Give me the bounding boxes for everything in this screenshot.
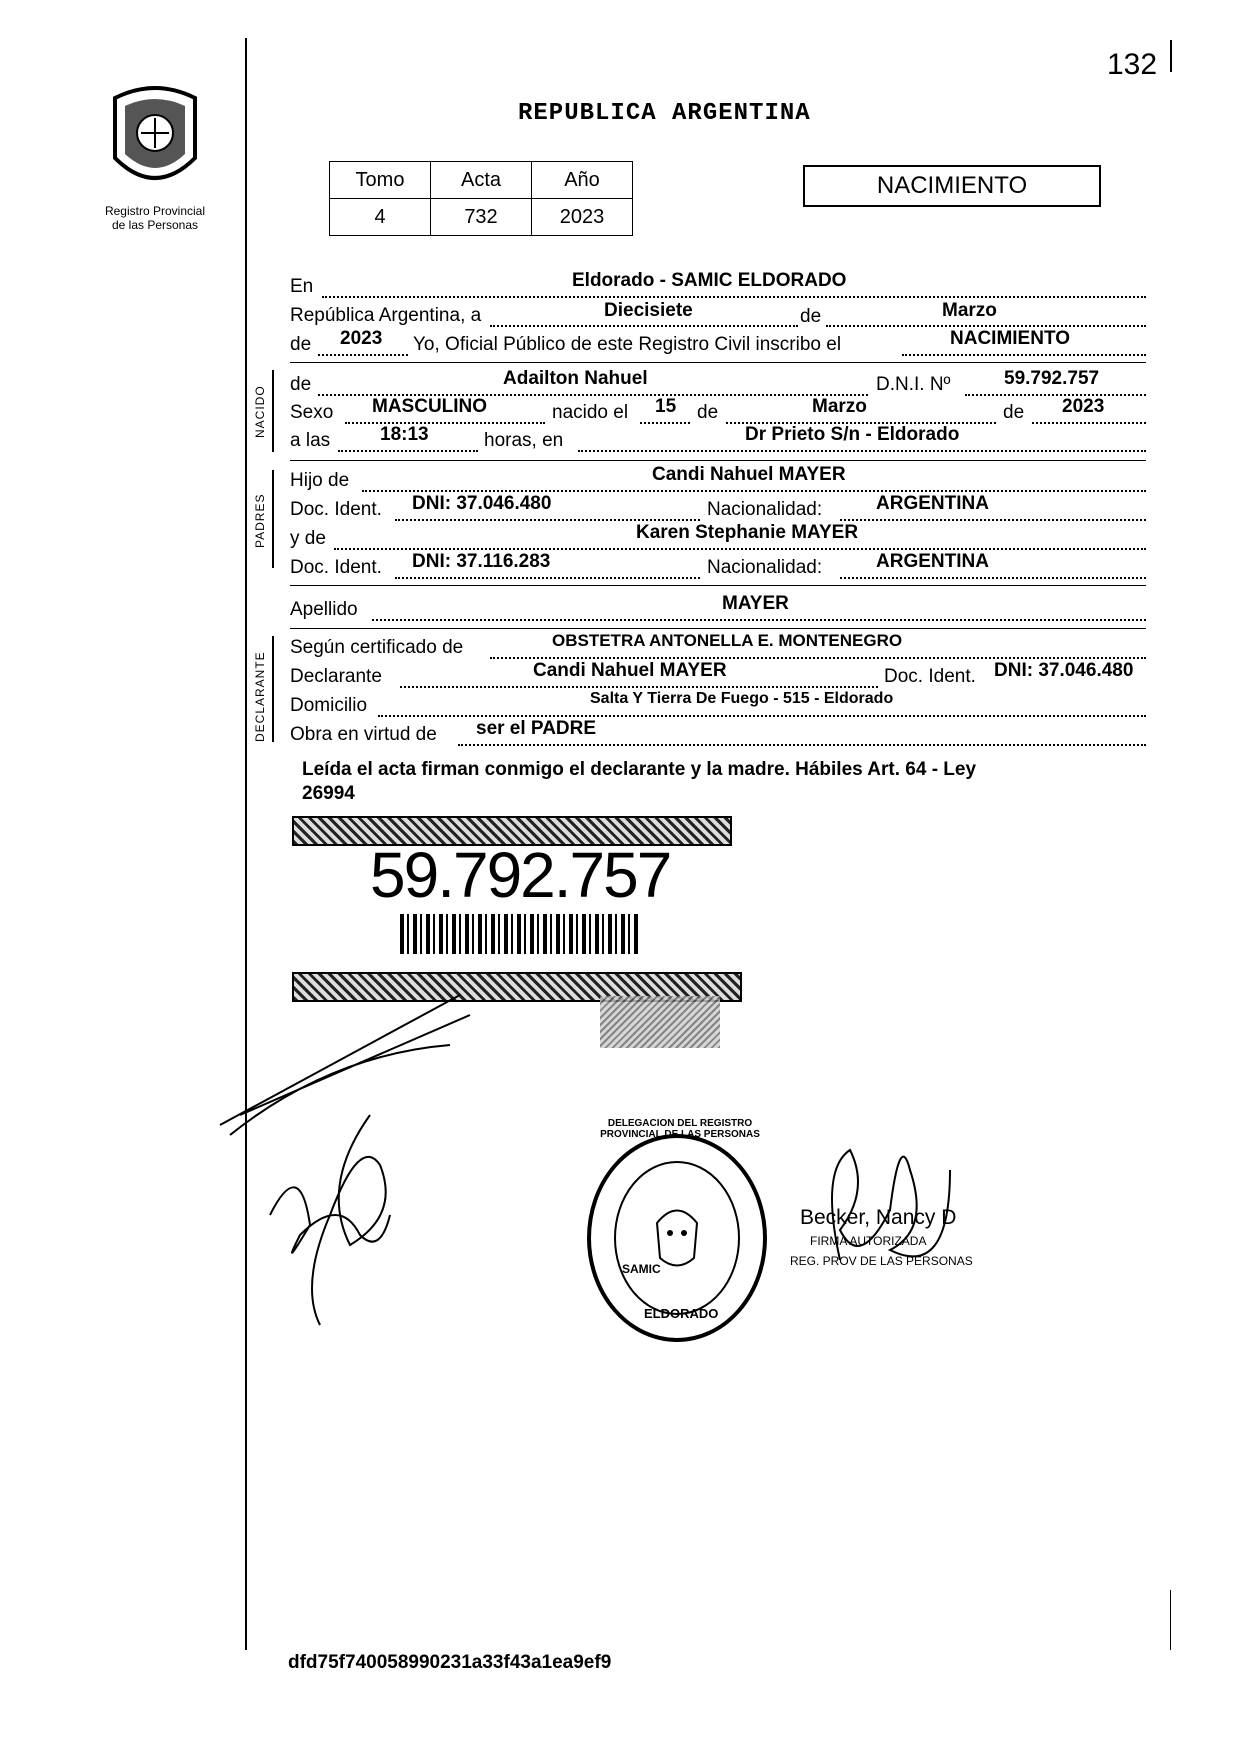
dots-lugar-nac bbox=[578, 450, 1146, 452]
registry-line2: de las Personas bbox=[111, 218, 199, 232]
row-yo bbox=[290, 334, 311, 360]
official-name: Becker, Nancy D bbox=[800, 1206, 957, 1229]
row-nombre bbox=[290, 374, 311, 400]
label-de-anio-nac: de bbox=[1003, 402, 1025, 423]
declarant-signature bbox=[210, 985, 510, 1335]
act-header-anio: Año bbox=[532, 162, 633, 199]
closing-text bbox=[302, 758, 1162, 806]
label-y-de: y de bbox=[290, 528, 326, 549]
dots-padre bbox=[362, 490, 1146, 492]
side-label-padres: PADRES bbox=[253, 493, 267, 548]
dots-domicilio bbox=[378, 715, 1146, 717]
label-apellido: Apellido bbox=[290, 599, 358, 620]
value-dia-nac: 15 bbox=[655, 396, 677, 417]
closing-line2: 26994 bbox=[302, 783, 355, 804]
seal-inner-top: SAMIC bbox=[622, 1262, 661, 1276]
label-de-mes: de bbox=[800, 306, 822, 327]
value-declarante-doc: DNI: 37.046.480 bbox=[994, 660, 1134, 681]
dots-tipo bbox=[902, 354, 1146, 356]
value-domicilio: Salta Y Tierra De Fuego - 515 - Eldorado bbox=[590, 690, 894, 707]
divider-4 bbox=[290, 628, 1146, 629]
official-signature bbox=[800, 1110, 980, 1300]
value-padre-nac: ARGENTINA bbox=[876, 493, 989, 514]
act-value-anio: 2023 bbox=[532, 199, 633, 236]
dots-madre bbox=[334, 548, 1146, 550]
act-table-header bbox=[330, 162, 633, 199]
document-hash: dfd75f740058990231a33f43a1ea9ef9 bbox=[288, 1652, 612, 1673]
value-dia-palabra: Diecisiete bbox=[604, 300, 693, 321]
label-nacionalidad-padre: Nacionalidad: bbox=[707, 499, 823, 520]
value-declarante: Candi Nahuel MAYER bbox=[533, 660, 727, 681]
registry-name bbox=[80, 204, 230, 232]
left-margin-line bbox=[245, 38, 247, 1650]
value-anio: 2023 bbox=[340, 328, 383, 349]
dots-anio bbox=[318, 354, 408, 356]
stamp-hologram bbox=[600, 996, 720, 1048]
divider-1 bbox=[290, 362, 1146, 363]
registry-line1: Registro Provincial bbox=[104, 204, 206, 218]
value-padre-doc: DNI: 37.046.480 bbox=[412, 493, 552, 514]
act-header-tomo: Tomo bbox=[330, 162, 431, 199]
label-doc-ident-declarante: Doc. Ident. bbox=[884, 666, 976, 687]
row-madre bbox=[290, 528, 326, 554]
label-nacionalidad-madre: Nacionalidad: bbox=[707, 557, 823, 578]
label-republica: República Argentina, a bbox=[290, 305, 482, 326]
label-doc-ident-madre: Doc. Ident. bbox=[290, 557, 382, 578]
label-de-anio: de bbox=[290, 334, 312, 355]
value-madre-nac: ARGENTINA bbox=[876, 551, 989, 572]
right-margin-tick bbox=[1170, 1590, 1171, 1650]
right-margin-line bbox=[1170, 40, 1172, 72]
label-de-nombre: de bbox=[290, 374, 312, 395]
registry-logo bbox=[95, 78, 215, 198]
dots-declarante bbox=[400, 686, 878, 688]
value-madre-doc: DNI: 37.116.283 bbox=[412, 551, 551, 572]
label-sexo: Sexo bbox=[290, 402, 334, 423]
dots-dni bbox=[965, 394, 1146, 396]
label-en: En bbox=[290, 276, 314, 297]
label-domicilio: Domicilio bbox=[290, 695, 368, 716]
label-nacido-el: nacido el bbox=[552, 402, 629, 423]
value-dni: 59.792.757 bbox=[1004, 368, 1100, 389]
dots-sexo bbox=[345, 422, 545, 424]
row-certificado bbox=[290, 637, 463, 663]
row-en bbox=[290, 276, 313, 302]
row-padre-doc bbox=[290, 499, 382, 525]
declarante-bracket bbox=[272, 636, 274, 742]
dots-apellido bbox=[372, 619, 1146, 621]
act-table bbox=[329, 161, 633, 236]
dots-hora bbox=[338, 450, 478, 452]
dots-padre-doc bbox=[395, 519, 700, 521]
padres-bracket bbox=[272, 470, 274, 568]
dots-obra bbox=[458, 744, 1146, 746]
stamp-dni-number: 59.792.757 bbox=[370, 839, 671, 911]
row-padre bbox=[290, 470, 349, 496]
row-sexo bbox=[290, 402, 333, 428]
seal-ring-text: DELEGACION DEL REGISTRO PROVINCIAL DE LAS PERSONAS bbox=[600, 1118, 760, 1140]
value-hora: 18:13 bbox=[380, 424, 429, 445]
value-lugar: Eldorado - SAMIC ELDORADO bbox=[572, 270, 847, 291]
side-label-nacido: NACIDO bbox=[253, 385, 267, 438]
seal-inner-bottom: ELDORADO bbox=[644, 1306, 719, 1321]
act-header-acta: Acta bbox=[431, 162, 532, 199]
row-apellido bbox=[290, 599, 358, 625]
row-republica bbox=[290, 305, 481, 331]
value-lugar-nac: Dr Prieto S/n - Eldorado bbox=[745, 424, 960, 445]
value-apellido: MAYER bbox=[722, 593, 789, 614]
official-role: FIRMA AUTORIZADA bbox=[810, 1234, 927, 1248]
divider-3 bbox=[290, 585, 1146, 586]
dots-madre-nac bbox=[840, 577, 1146, 579]
value-sexo: MASCULINO bbox=[372, 396, 488, 417]
label-yo: Yo, Oficial Público de este Registro Civil inscribo el bbox=[413, 334, 842, 355]
value-anio-nac: 2023 bbox=[1062, 396, 1105, 417]
value-certificado: OBSTETRA ANTONELLA E. MONTENEGRO bbox=[552, 631, 903, 650]
official-org: REG. PROV DE LAS PERSONAS bbox=[790, 1254, 973, 1268]
value-tipo: NACIMIENTO bbox=[950, 328, 1070, 349]
row-domicilio bbox=[290, 695, 367, 721]
value-mes: Marzo bbox=[942, 300, 997, 321]
dots-padre-nac bbox=[840, 519, 1146, 521]
value-mes-nac: Marzo bbox=[812, 396, 867, 417]
dots-madre-doc bbox=[395, 577, 700, 579]
value-padre: Candi Nahuel MAYER bbox=[652, 464, 846, 485]
side-label-declarante: DECLARANTE bbox=[253, 651, 267, 742]
stamp-barcode bbox=[400, 914, 638, 954]
label-segun: Según certificado de bbox=[290, 637, 464, 658]
label-doc-ident-padre: Doc. Ident. bbox=[290, 499, 382, 520]
document-title: REPUBLICA ARGENTINA bbox=[518, 100, 811, 127]
label-de-mes-nac: de bbox=[697, 402, 719, 423]
dots-anio-nac bbox=[1032, 422, 1146, 424]
dots-mes bbox=[826, 325, 1146, 327]
label-hijo-de: Hijo de bbox=[290, 470, 350, 491]
value-nombre: Adailton Nahuel bbox=[503, 368, 648, 389]
nacido-bracket bbox=[272, 370, 274, 452]
closing-line1: Leída el acta firman conmigo el declarante y la madre. Hábiles Art. 64 - Ley bbox=[302, 759, 977, 780]
value-madre: Karen Stephanie MAYER bbox=[636, 522, 859, 543]
dots-en bbox=[322, 296, 1146, 298]
label-declarante: Declarante bbox=[290, 666, 382, 687]
act-type-box: NACIMIENTO bbox=[803, 165, 1101, 207]
label-dni: D.N.I. Nº bbox=[876, 374, 951, 395]
dots-dia-nac bbox=[640, 422, 690, 424]
dots-dia bbox=[490, 325, 798, 327]
label-a-las: a las bbox=[290, 430, 331, 451]
label-obra: Obra en virtud de bbox=[290, 724, 437, 745]
dots-certificado bbox=[490, 657, 1146, 659]
value-obra: ser el PADRE bbox=[476, 718, 597, 739]
row-madre-doc bbox=[290, 557, 382, 583]
row-hora bbox=[290, 430, 330, 456]
act-value-acta: 732 bbox=[431, 199, 532, 236]
label-horas-en: horas, en bbox=[484, 430, 564, 451]
act-table-values bbox=[330, 199, 633, 236]
row-obra bbox=[290, 724, 437, 750]
page-number: 132 bbox=[1107, 48, 1158, 81]
row-declarante bbox=[290, 666, 382, 692]
act-value-tomo: 4 bbox=[330, 199, 431, 236]
divider-2 bbox=[290, 460, 1146, 461]
